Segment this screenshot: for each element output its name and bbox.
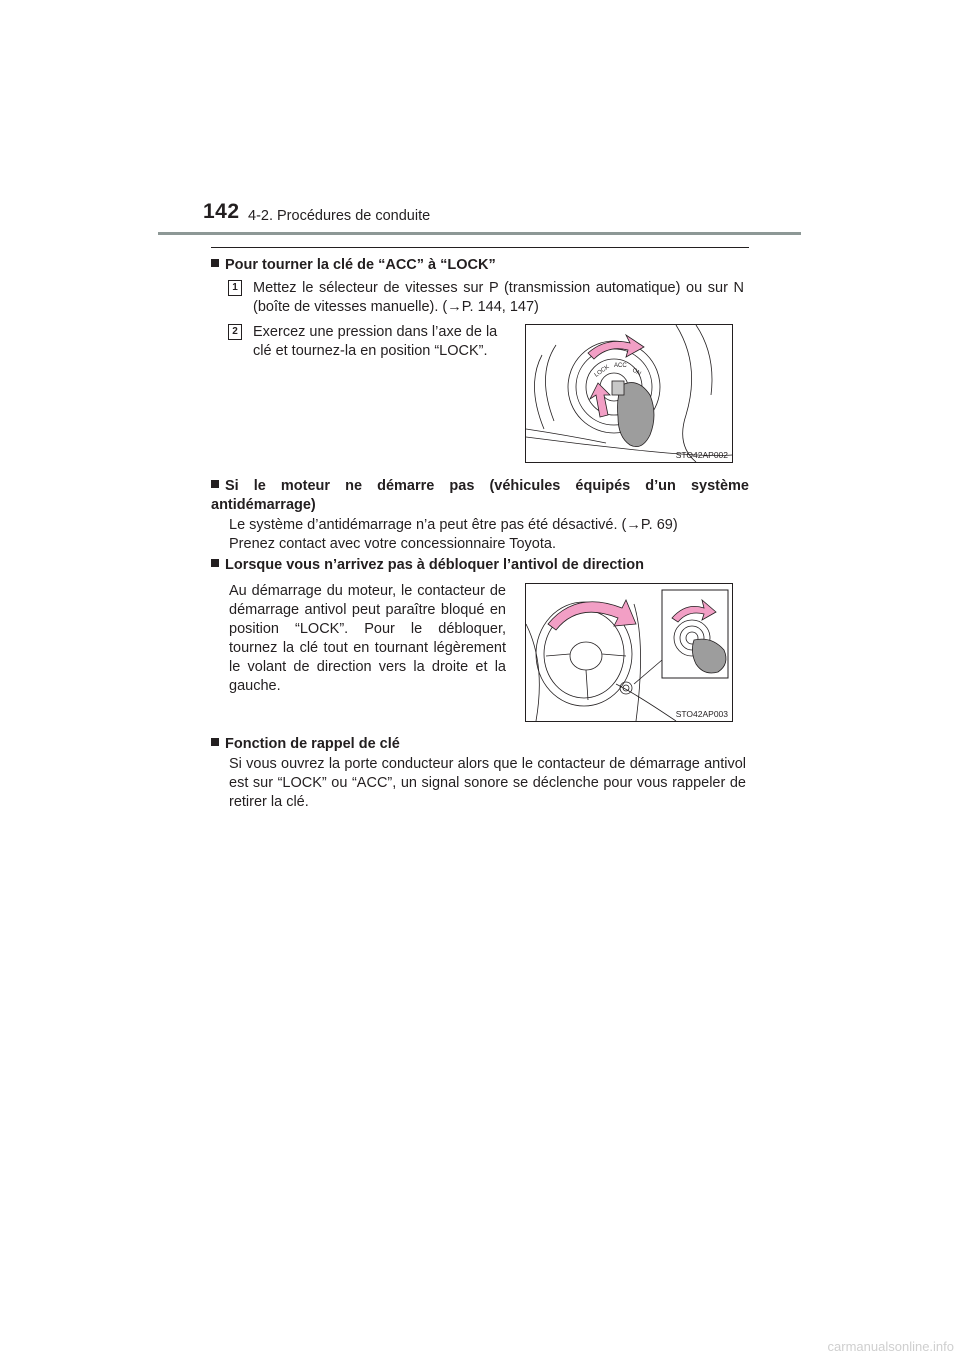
step-number-1: 1 [228,280,242,296]
ignition-switch-illustration [526,325,732,462]
key-icon [612,381,654,447]
section-heading-steering-lock: Lorsque vous n’arrivez pas à débloquer l’antivol de direction [211,556,644,575]
section-heading-acc-to-lock: Pour tourner la clé de “ACC” à “LOCK” [211,256,496,275]
square-bullet-icon [211,738,219,746]
section-heading-immobilizer: Si le moteur ne démarre pas (véhicules équipés d’un système antidémarrage) [211,478,749,513]
key-reminder-text: Si vous ouvrez la porte conducteur alors que le contacteur de démarrage antivol est sur “LOCK” ou “ACC”, un signal sonore se déclenche pour vous rappeler de retirer la clé. [229,756,746,810]
steering-wheel-illustration [526,584,732,721]
step-number-2: 2 [228,324,242,340]
on-position-label: ON [631,367,642,378]
square-bullet-icon [211,259,219,267]
page-number: 142 [203,200,240,223]
lock-position-label: LOCK [593,364,611,379]
steering-lock-text: Au démarrage du moteur, le contacteur de démarrage antivol peut paraître bloqué en position “LOCK”. Pour le débloquer, tournez la clé tout en tournant légèrement le volant de direction vers la droite et la gauche. [229,583,506,694]
step-2-text: Exercez une pression dans l’axe de la clé et tournez-la en position “LOCK”. [253,324,498,359]
steering-lock-figure [525,583,733,722]
acc-position-label: ACC [614,363,627,369]
square-bullet-icon [211,559,219,567]
push-arrow-icon [590,383,610,417]
steering-rotation-arrow-icon [548,600,636,630]
figure-code: STO42AP002 [675,450,728,460]
figure-code: STO42AP003 [675,709,728,719]
immobilizer-text-1: Le système d’antidémarrage n’a peut être pas été désactivé. (→P. 69) [229,517,678,533]
ignition-key-figure [525,324,733,463]
section-rule [211,247,749,248]
footer-watermark: carmanualsonline.info [827,1339,954,1354]
immobilizer-text-2: Prenez contact avec votre concessionnaire Toyota. [229,536,556,552]
section-heading-key-reminder: Fonction de rappel de clé [211,735,400,754]
header-rule [158,232,801,235]
chapter-title: 4-2. Procédures de conduite [248,208,431,224]
step-1-text: Mettez le sélecteur de vitesses sur P (transmission automatique) ou sur N (boîte de vitesses manuelle). (→P. 144, 147) [253,280,744,315]
square-bullet-icon [211,480,219,488]
